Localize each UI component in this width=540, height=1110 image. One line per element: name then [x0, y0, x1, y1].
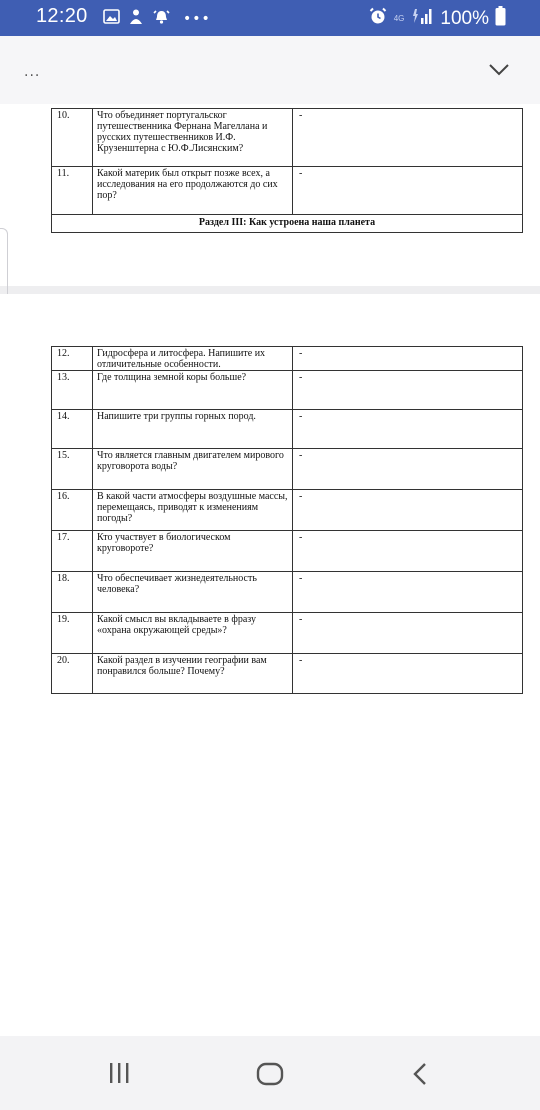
status-time: 12:20: [36, 5, 88, 27]
questions-table-2: [51, 346, 523, 694]
signal-icon: [410, 7, 434, 30]
answer-cell: -: [293, 109, 523, 167]
table-row: [52, 490, 523, 531]
back-icon[interactable]: [410, 1062, 430, 1090]
document-viewer-toolbar: [0, 36, 540, 104]
answer-cell: -: [293, 410, 523, 449]
question-number: 19.: [52, 613, 93, 654]
home-icon[interactable]: [256, 1062, 284, 1090]
answer-cell: -: [293, 347, 523, 371]
question-text: Где толщина земной коры больше?: [93, 371, 293, 410]
question-text: В какой части атмосферы воздушные массы, перемещаясь, приводят к изменениям погоды?: [93, 490, 293, 531]
table-row: [52, 572, 523, 613]
question-text: Кто участвует в биологическом круговороте?: [93, 531, 293, 572]
questions-table-1: [51, 108, 523, 233]
question-text: Какой смысл вы вкладываете в фразу «охрана окружающей среды»?: [93, 613, 293, 654]
table-row: [52, 410, 523, 449]
answer-cell: -: [293, 531, 523, 572]
table-row: [52, 531, 523, 572]
question-number: 12.: [52, 347, 93, 371]
question-number: 11.: [52, 167, 93, 215]
table-row: [52, 109, 523, 167]
question-text: Что является главным двигателем мирового круговорота воды?: [93, 449, 293, 490]
network-label: 4G: [393, 14, 405, 23]
question-number: 10.: [52, 109, 93, 167]
question-text: Что обеспечивает жизнедеятельность человека?: [93, 572, 293, 613]
navigation-bar: [0, 1036, 540, 1110]
gallery-icon: [103, 9, 120, 28]
recent-apps-icon[interactable]: [107, 1062, 131, 1088]
question-text: Какой материк был открыт позже всех, а исследования на его продолжаются до сих пор?: [93, 167, 293, 215]
table-row: [52, 347, 523, 371]
question-number: 13.: [52, 371, 93, 410]
table-row: [52, 371, 523, 410]
system-icons: [368, 6, 506, 31]
answer-cell: -: [293, 490, 523, 531]
user-icon: [128, 8, 144, 29]
alarm-icon: [152, 8, 171, 29]
question-text: Какой раздел в изучении географии вам понравился больше? Почему?: [93, 654, 293, 694]
question-text: Что объединяет португальског путешественника Фернана Магеллана и русских путешественников И.Ф. Крузенштерна с Ю.Ф.Лисянским?: [93, 109, 293, 167]
battery-icon: [495, 6, 506, 31]
table-row: [52, 613, 523, 654]
question-text: Напишите три группы горных пород.: [93, 410, 293, 449]
answer-cell: -: [293, 371, 523, 410]
more-options-button[interactable]: ...: [24, 64, 41, 80]
answer-cell: -: [293, 572, 523, 613]
question-number: 18.: [52, 572, 93, 613]
chevron-down-icon[interactable]: [488, 62, 510, 81]
battery-percent: 100%: [440, 7, 489, 29]
table-row: [52, 654, 523, 694]
notification-icons: [103, 8, 211, 29]
question-number: 17.: [52, 531, 93, 572]
answer-cell: -: [293, 613, 523, 654]
question-number: 16.: [52, 490, 93, 531]
table-row: [52, 449, 523, 490]
question-number: 15.: [52, 449, 93, 490]
answer-cell: -: [293, 449, 523, 490]
answer-cell: -: [293, 167, 523, 215]
section-row: [52, 215, 523, 233]
question-text: Гидросфера и литосфера. Напишите их отличительные особенности.: [93, 347, 293, 371]
network-type: [394, 14, 405, 23]
question-number: 14.: [52, 410, 93, 449]
table-row: [52, 167, 523, 215]
status-bar: [0, 0, 540, 36]
answer-cell: -: [293, 654, 523, 694]
alarm-clock-icon: [368, 6, 388, 31]
section-title: Раздел III: Как устроена наша планета: [52, 215, 523, 233]
more-dots-icon: •••: [183, 10, 211, 27]
question-number: 20.: [52, 654, 93, 694]
